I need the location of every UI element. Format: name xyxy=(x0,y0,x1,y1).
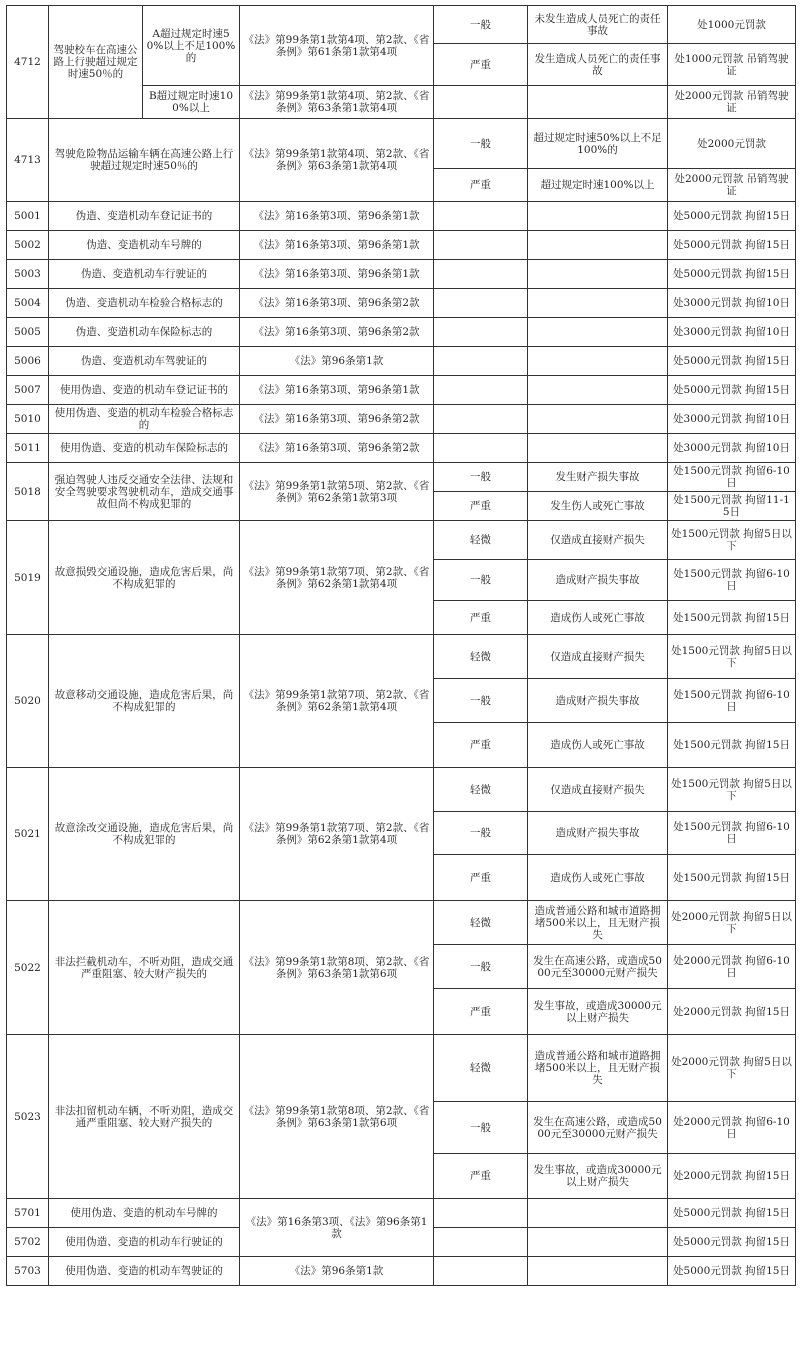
circumstance: 未发生造成人员死亡的责任事故 xyxy=(528,6,668,44)
penalty: 处1500元罚款 拘留15日 xyxy=(668,601,796,635)
table-row xyxy=(7,521,796,560)
circumstance xyxy=(528,1257,668,1286)
penalty: 处5000元罚款 拘留15日 xyxy=(668,260,796,289)
violation-code: 5019 xyxy=(7,521,49,635)
severity-level: 一般 xyxy=(434,560,528,601)
violation-code: 5018 xyxy=(7,463,49,521)
table-row xyxy=(7,119,796,169)
penalty: 处5000元罚款 拘留15日 xyxy=(668,202,796,231)
violation-description: 驾驶危险物品运输车辆在高速公路上行驶超过规定时速50％的 xyxy=(49,119,240,202)
legal-basis: 《法》第16条第3项、第96条第1款 xyxy=(240,231,434,260)
table-row xyxy=(7,318,796,347)
violation-description: 故意损毁交通设施，造成危害后果，尚不构成犯罪的 xyxy=(49,521,240,635)
legal-basis: 《法》第16条第3项、第96条第2款 xyxy=(240,434,434,463)
penalty: 处1500元罚款 拘留6-10日 xyxy=(668,560,796,601)
penalty: 处1500元罚款 拘留6-10日 xyxy=(668,463,796,492)
violation-code: 5023 xyxy=(7,1035,49,1199)
severity-level xyxy=(434,289,528,318)
severity-level: 轻微 xyxy=(434,901,528,945)
legal-basis: 《法》第99条第1款第4项、第2款、《省条例》第61条第1款第4项 xyxy=(240,6,434,86)
severity-level: 严重 xyxy=(434,989,528,1035)
table-row xyxy=(7,202,796,231)
violation-code: 5001 xyxy=(7,202,49,231)
circumstance: 造成财产损失事故 xyxy=(528,812,668,855)
penalty: 处5000元罚款 拘留15日 xyxy=(668,1199,796,1228)
table-row xyxy=(7,901,796,945)
severity-level: 严重 xyxy=(434,601,528,635)
severity-level xyxy=(434,1199,528,1228)
legal-basis: 《法》第99条第1款第5项、第2款、《省条例》第62条第1款第3项 xyxy=(240,463,434,521)
violation-code: 5703 xyxy=(7,1257,49,1286)
violation-description: 故意涂改交通设施，造成危害后果，尚不构成犯罪的 xyxy=(49,768,240,901)
violation-description: 伪造、变造机动车号牌的 xyxy=(49,231,240,260)
legal-basis: 《法》第16条第3项、第96条第2款 xyxy=(240,318,434,347)
severity-level: 严重 xyxy=(434,492,528,521)
violation-description: 使用伪造、变造的机动车检验合格标志的 xyxy=(49,405,240,434)
severity-level xyxy=(434,260,528,289)
legal-basis: 《法》第16条第3项、第96条第2款 xyxy=(240,289,434,318)
violation-code: 5022 xyxy=(7,901,49,1035)
violation-description: 使用伪造、变造的机动车号牌的 xyxy=(49,1199,240,1228)
severity-level: 一般 xyxy=(434,6,528,44)
table-row xyxy=(7,231,796,260)
severity-level: 轻微 xyxy=(434,768,528,812)
table-row xyxy=(7,405,796,434)
violation-code: 5702 xyxy=(7,1228,49,1257)
penalty: 处1500元罚款 拘留6-10日 xyxy=(668,812,796,855)
penalty: 处2000元罚款 拘留5日以下 xyxy=(668,901,796,945)
severity-level xyxy=(434,318,528,347)
circumstance xyxy=(528,289,668,318)
violation-code: 5007 xyxy=(7,376,49,405)
penalty: 处1500元罚款 拘留11-15日 xyxy=(668,492,796,521)
legal-basis: 《法》第99条第1款第7项、第2款、《省条例》第62条第1款第4项 xyxy=(240,521,434,635)
legal-basis: 《法》第99条第1款第8项、第2款、《省条例》第63条第1款第6项 xyxy=(240,901,434,1035)
circumstance: 发生事故，或造成30000元以上财产损失 xyxy=(528,989,668,1035)
violation-code: 5004 xyxy=(7,289,49,318)
penalty: 处1500元罚款 拘留15日 xyxy=(668,723,796,768)
severity-level: 轻微 xyxy=(434,521,528,560)
penalty: 处3000元罚款 拘留10日 xyxy=(668,405,796,434)
violation-description: 使用伪造、变造的机动车登记证书的 xyxy=(49,376,240,405)
severity-level xyxy=(434,1228,528,1257)
circumstance xyxy=(528,1228,668,1257)
penalty: 处1000元罚款 吊销驾驶证 xyxy=(668,44,796,86)
legal-basis: 《法》第99条第1款第4项、第2款、《省条例》第63条第1款第4项 xyxy=(240,119,434,202)
violation-description: 使用伪造、变造的机动车行驶证的 xyxy=(49,1228,240,1257)
circumstance xyxy=(528,231,668,260)
severity-level: 严重 xyxy=(434,855,528,901)
circumstance: 发生财产损失事故 xyxy=(528,463,668,492)
circumstance xyxy=(528,86,668,119)
severity-level xyxy=(434,434,528,463)
circumstance: 造成财产损失事故 xyxy=(528,679,668,723)
legal-basis: 《法》第99条第1款第8项、第2款、《省条例》第63条第1款第6项 xyxy=(240,1035,434,1199)
circumstance: 仅造成直接财产损失 xyxy=(528,768,668,812)
circumstance: 造成普通公路和城市道路拥堵500米以上，且无财产损失 xyxy=(528,901,668,945)
severity-level xyxy=(434,347,528,376)
severity-level: 一般 xyxy=(434,812,528,855)
violation-code: 4713 xyxy=(7,119,49,202)
penalty: 处1500元罚款 拘留15日 xyxy=(668,855,796,901)
circumstance: 发生在高速公路，或造成5000元至30000元财产损失 xyxy=(528,1102,668,1154)
table-row xyxy=(7,376,796,405)
penalty: 处5000元罚款 拘留15日 xyxy=(668,347,796,376)
legal-basis: 《法》第16条第3项、第96条第1款 xyxy=(240,202,434,231)
circumstance xyxy=(528,347,668,376)
penalty: 处5000元罚款 拘留15日 xyxy=(668,1257,796,1286)
legal-basis: 《法》第99条第1款第7项、第2款、《省条例》第62条第1款第4项 xyxy=(240,768,434,901)
penalty: 处2000元罚款 拘留15日 xyxy=(668,989,796,1035)
circumstance xyxy=(528,318,668,347)
severity-level: 严重 xyxy=(434,723,528,768)
severity-level xyxy=(434,86,528,119)
penalty: 处2000元罚款 拘留5日以下 xyxy=(668,1035,796,1102)
severity-level: 一般 xyxy=(434,945,528,989)
severity-level: 轻微 xyxy=(434,1035,528,1102)
circumstance: 超过规定时速100%以上 xyxy=(528,169,668,202)
violation-code: 5002 xyxy=(7,231,49,260)
circumstance xyxy=(528,1199,668,1228)
legal-basis: 《法》第99条第1款第7项、第2款、《省条例》第62条第1款第4项 xyxy=(240,635,434,768)
penalty: 处3000元罚款 拘留10日 xyxy=(668,434,796,463)
legal-basis: 《法》第16条第3项、第96条第2款 xyxy=(240,405,434,434)
violation-code: 5010 xyxy=(7,405,49,434)
circumstance xyxy=(528,376,668,405)
violation-description: 伪造、变造机动车检验合格标志的 xyxy=(49,289,240,318)
circumstance: 造成伤人或死亡事故 xyxy=(528,723,668,768)
severity-level: 一般 xyxy=(434,1102,528,1154)
table-row xyxy=(7,6,796,44)
table-row xyxy=(7,347,796,376)
legal-basis: 《法》第99条第1款第4项、第2款、《省条例》第63条第1款第4项 xyxy=(240,86,434,119)
violation-description: 强迫驾驶人违反交通安全法律、法规和安全驾驶要求驾驶机动车，造成交通事故但尚不构成犯罪的 xyxy=(49,463,240,521)
violation-code: 5006 xyxy=(7,347,49,376)
penalty: 处2000元罚款 吊销驾驶证 xyxy=(668,86,796,119)
table-row xyxy=(7,635,796,679)
violation-code: 5020 xyxy=(7,635,49,768)
circumstance: 超过规定时速50%以上不足100%的 xyxy=(528,119,668,169)
legal-basis: 《法》第96条第1款 xyxy=(240,347,434,376)
severity-level: 严重 xyxy=(434,44,528,86)
severity-level: 一般 xyxy=(434,679,528,723)
table-row xyxy=(7,1257,796,1286)
table-row xyxy=(7,768,796,812)
penalty: 处3000元罚款 拘留10日 xyxy=(668,318,796,347)
violation-description: 非法拦截机动车，不听劝阻，造成交通严重阻塞、较大财产损失的 xyxy=(49,901,240,1035)
violation-code: 4712 xyxy=(7,6,49,119)
penalty: 处1500元罚款 拘留5日以下 xyxy=(668,635,796,679)
circumstance: 仅造成直接财产损失 xyxy=(528,521,668,560)
table-row xyxy=(7,1035,796,1102)
violation-code: 5021 xyxy=(7,768,49,901)
table-row xyxy=(7,260,796,289)
circumstance xyxy=(528,202,668,231)
legal-basis: 《法》第16条第3项、第96条第1款 xyxy=(240,260,434,289)
circumstance xyxy=(528,260,668,289)
penalty: 处5000元罚款 拘留15日 xyxy=(668,231,796,260)
circumstance: 造成伤人或死亡事故 xyxy=(528,855,668,901)
penalty: 处5000元罚款 拘留15日 xyxy=(668,1228,796,1257)
circumstance: 发生造成人员死亡的责任事故 xyxy=(528,44,668,86)
severity-level xyxy=(434,1257,528,1286)
severity-level: 严重 xyxy=(434,169,528,202)
speed-range: B超过规定时速100%以上 xyxy=(143,86,240,119)
penalty: 处2000元罚款 拘留15日 xyxy=(668,1154,796,1199)
violation-code: 5005 xyxy=(7,318,49,347)
violation-description: 驾驶校车在高速公路上行驶超过规定时速50％的 xyxy=(49,6,143,119)
circumstance xyxy=(528,434,668,463)
severity-level: 严重 xyxy=(434,1154,528,1199)
penalty: 处1500元罚款 拘留5日以下 xyxy=(668,521,796,560)
legal-basis: 《法》第16条第3项、第96条第1款 xyxy=(240,376,434,405)
violation-description: 伪造、变造机动车保险标志的 xyxy=(49,318,240,347)
violation-description: 伪造、变造机动车登记证书的 xyxy=(49,202,240,231)
circumstance: 造成财产损失事故 xyxy=(528,560,668,601)
penalty-table-body xyxy=(7,6,796,1286)
circumstance: 发生在高速公路，或造成5000元至30000元财产损失 xyxy=(528,945,668,989)
circumstance: 发生事故，或造成30000元以上财产损失 xyxy=(528,1154,668,1199)
severity-level xyxy=(434,231,528,260)
severity-level xyxy=(434,202,528,231)
violation-description: 非法扣留机动车辆，不听劝阻，造成交通严重阻塞、较大财产损失的 xyxy=(49,1035,240,1199)
violation-description: 故意移动交通设施，造成危害后果，尚不构成犯罪的 xyxy=(49,635,240,768)
penalty: 处1500元罚款 拘留5日以下 xyxy=(668,768,796,812)
table-row xyxy=(7,1199,796,1228)
penalty: 处3000元罚款 拘留10日 xyxy=(668,289,796,318)
penalty: 处5000元罚款 拘留15日 xyxy=(668,376,796,405)
violation-description: 使用伪造、变造的机动车驾驶证的 xyxy=(49,1257,240,1286)
table-row xyxy=(7,434,796,463)
severity-level: 一般 xyxy=(434,119,528,169)
penalty: 处1000元罚款 xyxy=(668,6,796,44)
penalty: 处1500元罚款 拘留6-10日 xyxy=(668,679,796,723)
legal-basis: 《法》第96条第1款 xyxy=(240,1257,434,1286)
violation-code: 5011 xyxy=(7,434,49,463)
penalty: 处2000元罚款 吊销驾驶证 xyxy=(668,169,796,202)
severity-level: 一般 xyxy=(434,463,528,492)
violation-description: 伪造、变造机动车驾驶证的 xyxy=(49,347,240,376)
penalty: 处2000元罚款 拘留6-10日 xyxy=(668,945,796,989)
violation-code: 5003 xyxy=(7,260,49,289)
violation-description: 使用伪造、变造的机动车保险标志的 xyxy=(49,434,240,463)
table-row xyxy=(7,289,796,318)
table-row xyxy=(7,463,796,492)
penalty: 处2000元罚款 xyxy=(668,119,796,169)
circumstance xyxy=(528,405,668,434)
penalty-table xyxy=(6,5,796,1286)
circumstance: 仅造成直接财产损失 xyxy=(528,635,668,679)
severity-level: 轻微 xyxy=(434,635,528,679)
severity-level xyxy=(434,405,528,434)
violation-code: 5701 xyxy=(7,1199,49,1228)
circumstance: 造成普通公路和城市道路拥堵500米以上，且无财产损失 xyxy=(528,1035,668,1102)
circumstance: 发生伤人或死亡事故 xyxy=(528,492,668,521)
speed-range: A超过规定时速50%以上不足100%的 xyxy=(143,6,240,86)
severity-level xyxy=(434,376,528,405)
legal-basis: 《法》第16条第3项、《法》第96条第1款 xyxy=(240,1199,434,1257)
violation-description: 伪造、变造机动车行驶证的 xyxy=(49,260,240,289)
circumstance: 造成伤人或死亡事故 xyxy=(528,601,668,635)
penalty: 处2000元罚款 拘留6-10日 xyxy=(668,1102,796,1154)
